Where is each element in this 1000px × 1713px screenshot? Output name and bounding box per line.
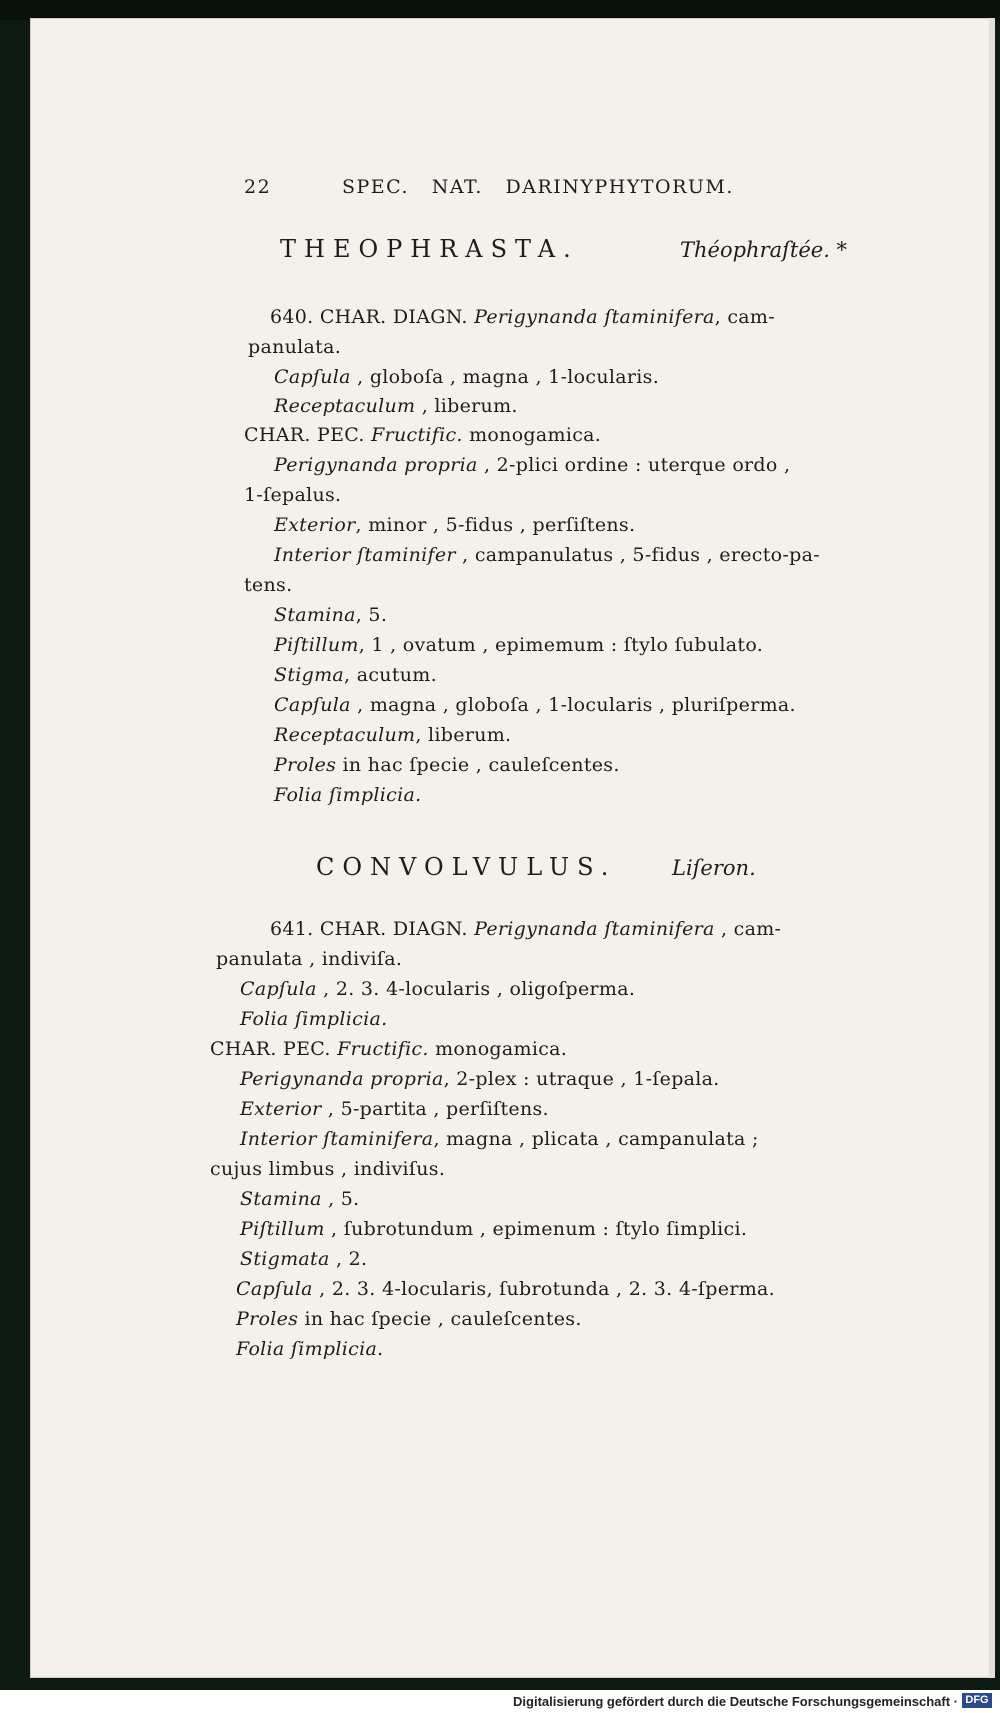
genus-french-name: Théophraſtée. * <box>680 238 848 262</box>
genus-name: THEOPHRASTA. <box>280 235 579 263</box>
text-line: Exterior , 5-partita , perſiſtens. <box>240 1098 549 1120</box>
text-line: 640. CHAR. DIAGN. Perigynanda ſtaminifera, cam- <box>270 306 775 328</box>
text-line: Capſula , magna , globoſa , 1-locularis , pluriſperma. <box>274 694 796 716</box>
digitization-credit: Digitalisierung gefördert durch die Deutsche Forschungsgemeinschaft · <box>513 1694 958 1709</box>
scan-background <box>0 0 1000 20</box>
text-line: Proles in hac ſpecie , cauleſcentes. <box>274 754 620 776</box>
page-number: 22 <box>244 176 272 198</box>
genus-heading <box>316 853 616 881</box>
text-line: Folia ſimplicia. <box>236 1338 384 1360</box>
genus-french-name: Liſeron. <box>672 856 756 880</box>
text-line: Stamina, 5. <box>274 604 388 626</box>
footer-bar <box>0 1690 1000 1713</box>
text-line: Capſula , 2. 3. 4-locularis, ſubrotunda , 2. 3. 4-ſperma. <box>236 1278 775 1300</box>
text-line: Folia ſimplicia. <box>274 784 422 806</box>
genus-name: CONVOLVULUS. <box>316 853 617 881</box>
text-line: Stamina , 5. <box>240 1188 360 1210</box>
text-line: Exterior, minor , 5-fidus , perſiſtens. <box>274 514 636 536</box>
text-line: cujus limbus , indiviſus. <box>210 1158 446 1180</box>
text-line: Stigma, acutum. <box>274 664 437 686</box>
text-line: Piſtillum, 1 , ovatum , epimemum : ſtylo ſubulato. <box>274 634 764 656</box>
genus-heading <box>280 235 579 263</box>
text-line: Interior ſtaminifer , campanulatus , 5-fidus , erecto-pa- <box>274 544 820 566</box>
text-line: 641. CHAR. DIAGN. Perigynanda ſtaminifera , cam- <box>270 918 782 940</box>
text-line: Piſtillum , ſubrotundum , epimenum : ſtylo ſimplici. <box>240 1218 748 1240</box>
page-edge <box>989 18 995 1678</box>
book-page <box>30 18 995 1678</box>
text-line: Interior ſtaminifera, magna , plicata , campanulata ; <box>240 1128 759 1150</box>
text-line: Perigynanda propria, 2-plex : utraque , 1-ſepala. <box>240 1068 720 1090</box>
text-line: panulata , indiviſa. <box>216 948 403 970</box>
running-title: SPEC. NAT. DARINYPHYTORUM. <box>342 176 734 198</box>
text-line: CHAR. PEC. Fructific. monogamica. <box>244 424 602 446</box>
text-line: 1-ſepalus. <box>244 484 342 506</box>
text-line: tens. <box>244 574 293 596</box>
text-line: Capſula , globoſa , magna , 1-locularis. <box>274 366 660 388</box>
text-line: Receptaculum , liberum. <box>274 395 518 417</box>
text-line: Receptaculum, liberum. <box>274 724 512 746</box>
text-line: Stigmata , 2. <box>240 1248 368 1270</box>
text-line: CHAR. PEC. Fructific. monogamica. <box>210 1038 568 1060</box>
text-line: Perigynanda propria , 2-plici ordine : uterque ordo , <box>274 454 791 476</box>
text-line: panulata. <box>248 336 342 358</box>
text-line: Capſula , 2. 3. 4-locularis , oligoſperma. <box>240 978 636 1000</box>
text-line: Proles in hac ſpecie , cauleſcentes. <box>236 1308 582 1330</box>
text-line: Folia ſimplicia. <box>240 1008 388 1030</box>
dfg-logo: DFG <box>962 1693 992 1708</box>
